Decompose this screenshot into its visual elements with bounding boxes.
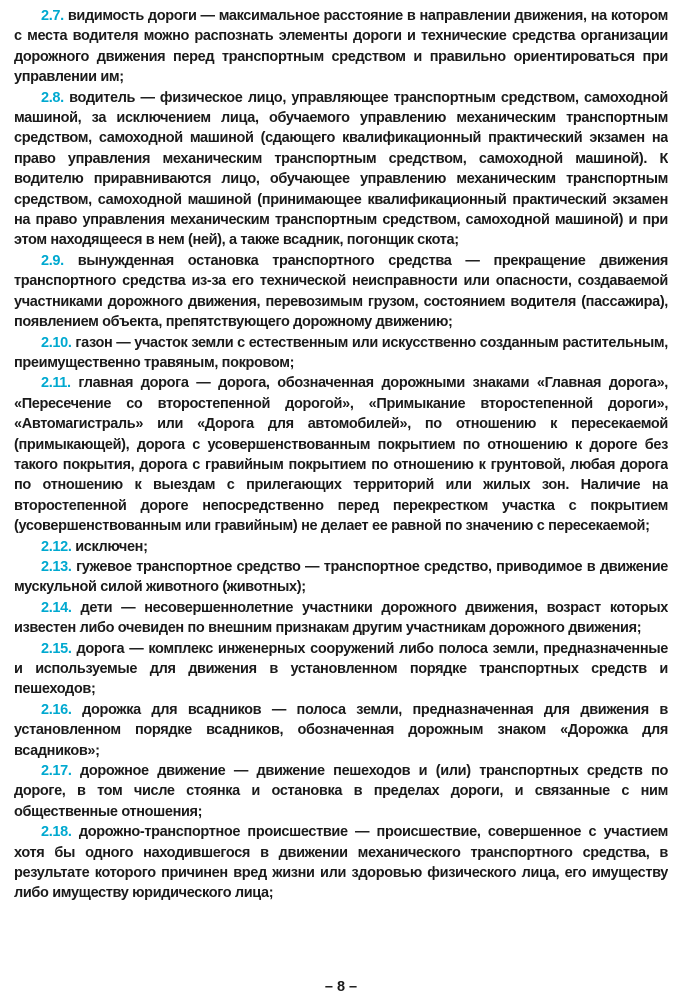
definition-number: 2.14. (41, 599, 72, 616)
definition-number: 2.18. (41, 824, 72, 841)
definition-item (14, 251, 668, 333)
definition-text: видимость дороги — максимальное расстояние в направлении движения, на котором с места водителя можно распознать элементы дороги и технические средства организации дорожного движения перед транспортным средством и правильно ориентироваться при управлении им; (14, 8, 668, 86)
definition-number: 2.9. (41, 252, 64, 269)
definition-item (14, 6, 668, 88)
definition-item (14, 700, 668, 761)
definition-number: 2.7. (41, 8, 64, 24)
definition-item (14, 761, 668, 822)
page-number: – 8 – (324, 979, 358, 995)
definition-text: дорожно-транспортное происшествие — происшествие, совершенное с участием хотя бы одного находившегося в движении механического транспортного средства, в результате которого причинен вред жизни или здоровью физического лица, его имуществу либо имуществу юридического лица; (14, 824, 668, 902)
definition-item (14, 537, 668, 557)
definition-text: газон — участок земли с естественным или искусственно созданным растительным, преимущественно травяным, покровом; (14, 334, 668, 371)
definition-text: вынужденная остановка транспортного средства — прекращение движения транспортного средства из-за его технической неисправности или опасности, создаваемой участниками дорожного движения, перевозимым грузом, состоянием водителя (пассажира), появлением объекта, препятствующего дорожному движению; (14, 252, 668, 331)
definition-item (14, 333, 668, 374)
definition-number: 2.10. (41, 334, 72, 351)
definition-item (14, 639, 668, 700)
definition-text: исключен; (75, 538, 148, 555)
definition-text: дети — несовершеннолетние участники дорожного движения, возраст которых известен либо очевиден по внешним признакам другим участникам дорожного движения; (14, 599, 668, 637)
definition-item (14, 373, 668, 536)
definition-number: 2.12. (41, 538, 72, 555)
definition-text: дорожное движение — движение пешеходов и (или) транспортных средств по дороге, в том числе стоянка и остановка в пределах дороги, и связанные с ним общественные отношения; (14, 763, 668, 820)
definition-number: 2.11. (41, 375, 71, 392)
definition-number: 2.15. (41, 640, 72, 657)
definition-item (14, 557, 668, 598)
definition-text: гужевое транспортное средство — транспортное средство, приводимое в движение мускульной силой животного (животных); (14, 558, 668, 596)
definition-text: дорога — комплекс инженерных сооружений либо полоса земли, предназначенные и используемые для движения в установленном порядке транспортных средств и пешеходов; (14, 640, 668, 698)
definition-number: 2.17. (41, 763, 72, 780)
definition-number: 2.16. (41, 701, 72, 718)
definition-text: главная дорога — дорога, обозначенная дорожными знаками «Главная дорога», «Пересечение со второстепенной дорогой», «Примыкание второстепенной дороги», «Автомагистраль» или «Дорога для автомобилей», по отношению к пересекаемой (примыкающей), дорога с усовершенствованным покрытием по отношению к дороге без такого покрытия, дорога с гравийным покрытием по отношению к грунтовой, любая дорога по отношению к выездам с прилегающих территорий или жилых зон. Наличие на второстепенной дороге непосредственно перед перекрестком участка с покрытием (усовершенствованным или гравийным) не делает ее равной по значению с пересекаемой; (14, 375, 668, 535)
definition-item (14, 598, 668, 639)
definition-item (14, 88, 668, 251)
definition-item (14, 822, 668, 904)
definitions-list (14, 6, 668, 976)
definition-text: дорожка для всадников — полоса земли, предназначенная для движения в установленном порядке всадников, обозначенная дорожным знаком «Дорожка для всадников»; (14, 701, 668, 759)
definition-number: 2.13. (41, 558, 72, 575)
definition-text: водитель — физическое лицо, управляющее транспортным средством, самоходной машиной, за исключением лица, обучаемого управлению механическим транспортным средством, самоходной машиной (сдающего квалификационный практический экзамен на право управления механическим транспортным средством, самоходной машиной). К водителю приравниваются лицо, обучающее управлению механическим транспортным средством, самоходной машиной (принимающее квалификационный практический экзамен на право управления механическим транспортным средством, самоходной машиной) и при этом находящееся в нем (ней), а также всадник, погонщик скота; (14, 89, 668, 249)
definition-number: 2.8. (41, 89, 64, 106)
